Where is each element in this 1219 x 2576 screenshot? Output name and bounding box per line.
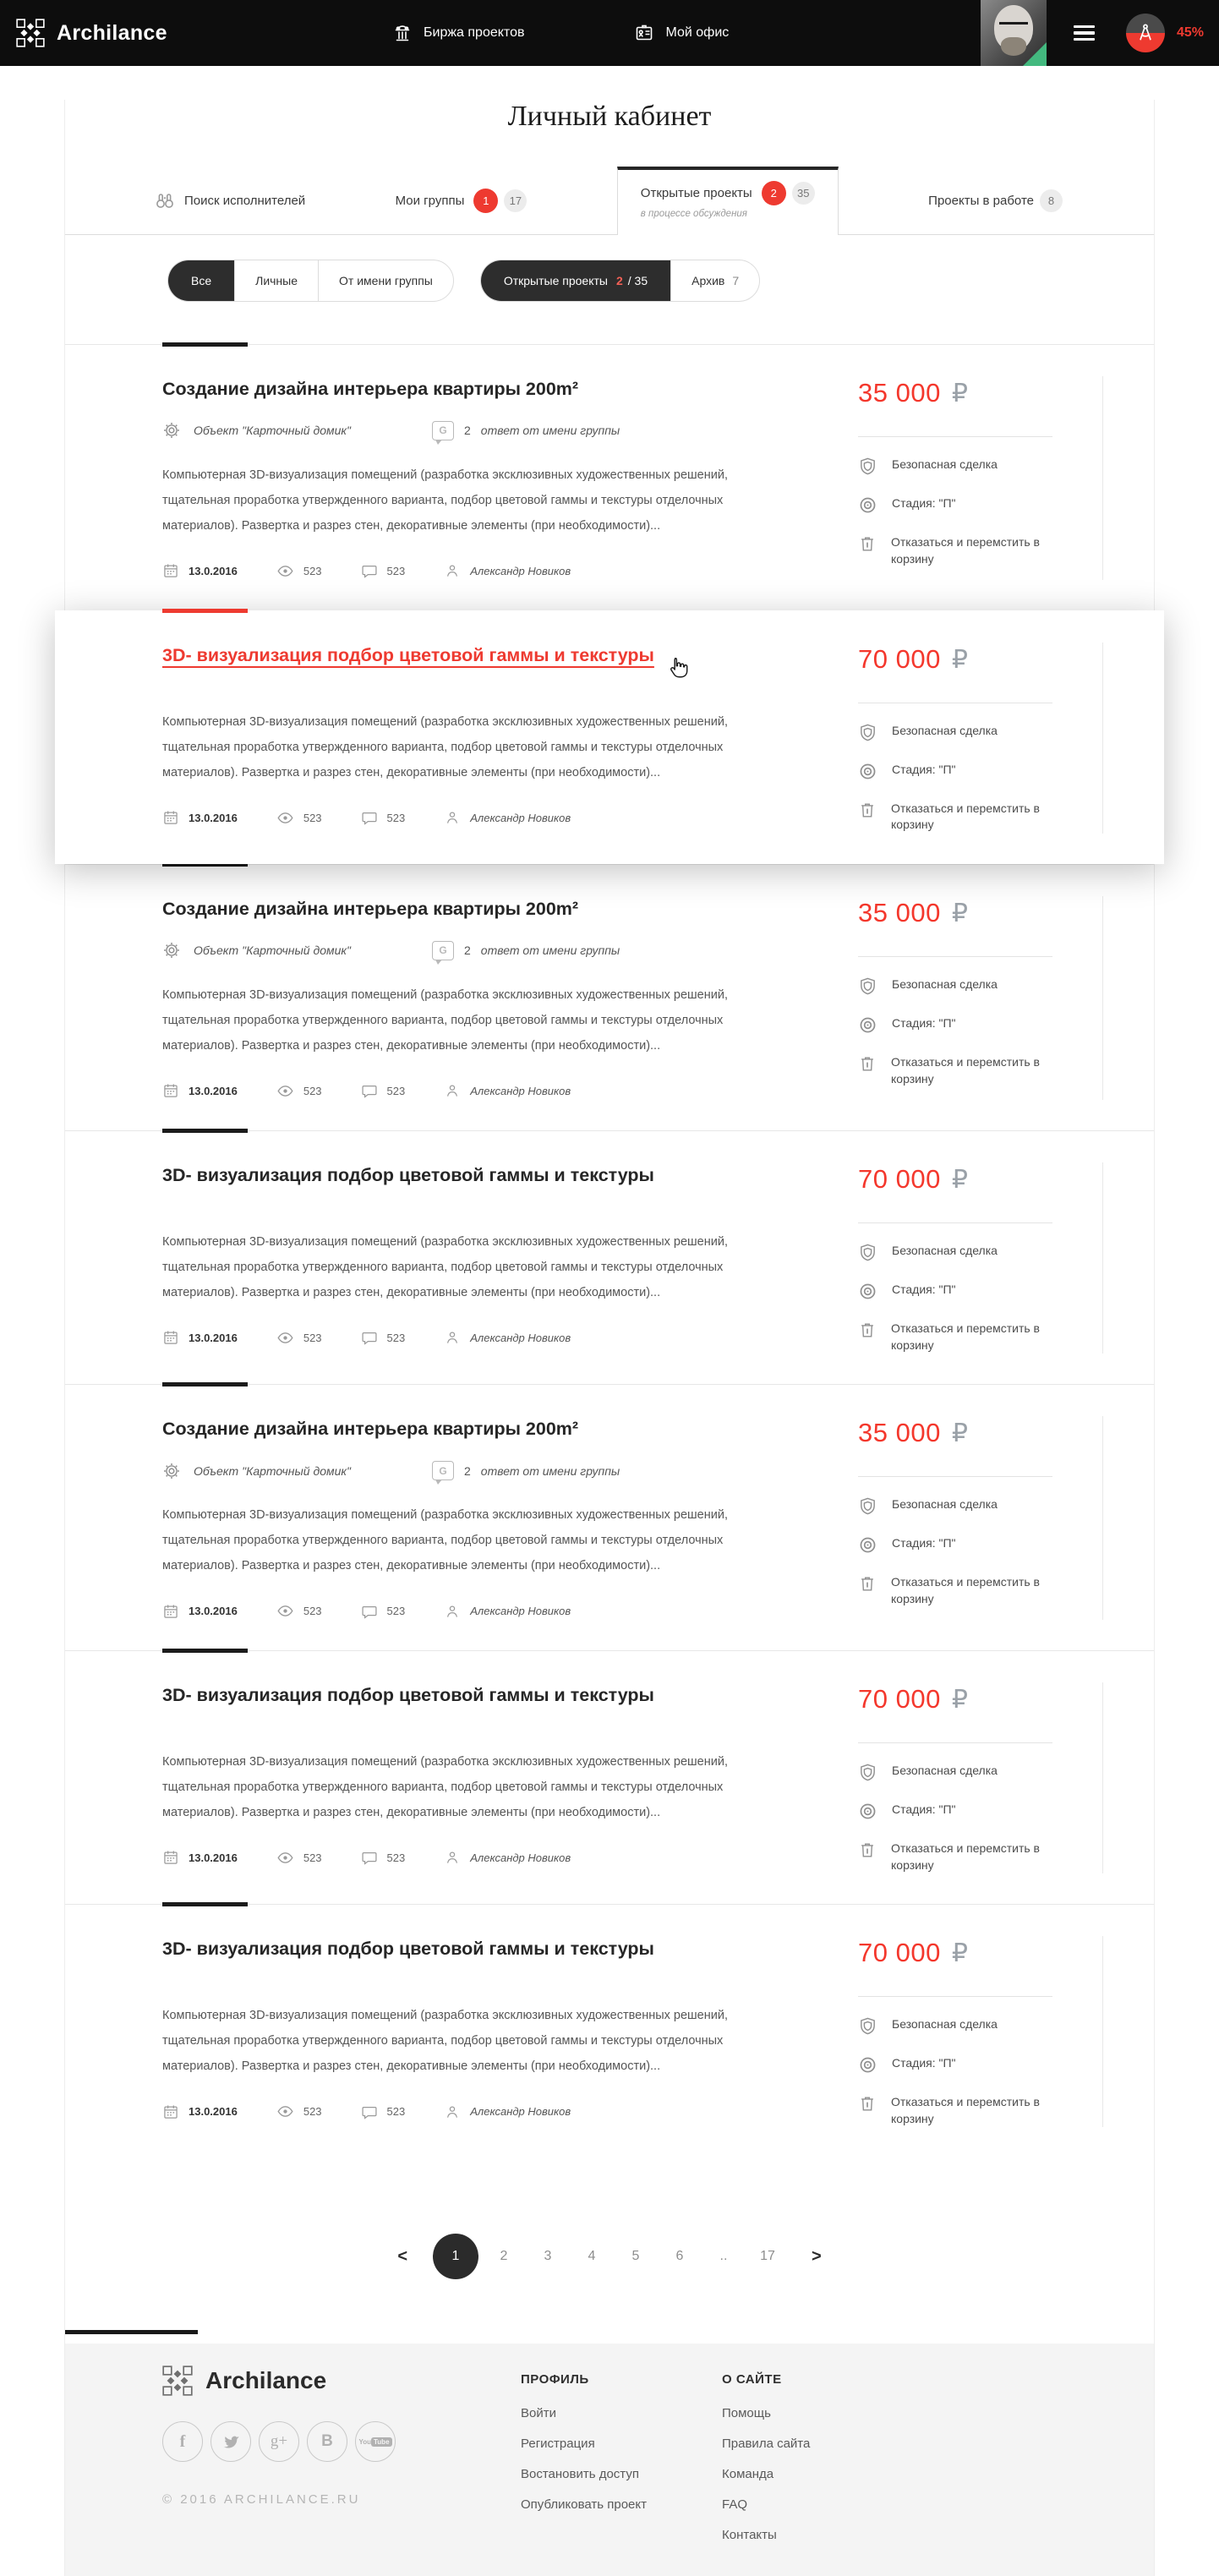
project-title-link[interactable]: 3D- визуализация подбор цветовой гаммы и текстуры xyxy=(162,1164,654,1185)
profile-progress-badge[interactable] xyxy=(1126,14,1165,52)
filter-scope-group xyxy=(167,260,454,302)
archilance-grid-icon xyxy=(16,19,45,47)
tab-label: Проекты в работе xyxy=(928,193,1034,208)
tab-label: Открытые проекты xyxy=(640,186,752,200)
stage-item: Стадия: "П" xyxy=(858,1015,1102,1035)
project-side-panel xyxy=(836,643,1103,834)
gear-icon xyxy=(162,941,181,960)
tab-badge-total: 8 xyxy=(1040,189,1063,212)
project-author[interactable]: Александр Новиков xyxy=(444,562,571,579)
project-title-link[interactable]: 3D- визуализация подбор цветовой гаммы и текстуры xyxy=(162,1685,654,1705)
filter-status-group xyxy=(480,260,760,302)
decline-and-trash-action[interactable]: Отказаться и перемстить в корзину xyxy=(858,1574,1102,1607)
shield-icon xyxy=(858,976,877,996)
project-side-panel xyxy=(836,376,1103,580)
project-card xyxy=(65,1650,1154,1904)
project-side-panel xyxy=(836,1162,1103,1354)
target-icon xyxy=(858,1282,877,1301)
twitter-icon[interactable] xyxy=(210,2421,251,2462)
project-footer-meta xyxy=(162,562,797,580)
comment-icon xyxy=(361,809,378,826)
project-price: 35 000 ₽ xyxy=(858,378,968,408)
tab-label: Поиск исполнителей xyxy=(184,193,306,208)
project-author[interactable]: Александр Новиков xyxy=(444,1082,571,1099)
person-icon xyxy=(444,562,461,579)
project-object-label: Объект "Карточный домик" xyxy=(194,943,351,958)
gear-icon xyxy=(162,1462,181,1480)
response-label: ответ от имени группы xyxy=(480,1463,620,1478)
filter-count-total: / 35 xyxy=(627,274,648,287)
calendar-icon xyxy=(162,1082,179,1099)
tab-badge-total: 17 xyxy=(504,189,527,212)
safe-deal-item: Безопасная сделка xyxy=(858,1496,1102,1516)
project-object-label: Объект "Карточный домик" xyxy=(194,1463,351,1478)
response-count: 2 xyxy=(463,943,471,958)
project-card xyxy=(65,344,1154,610)
safe-deal-item: Безопасная сделка xyxy=(858,1243,1102,1262)
stage-item: Стадия: "П" xyxy=(858,1535,1102,1555)
comment-icon xyxy=(361,2103,378,2120)
project-description: Компьютерная 3D-визуализация помещений (разработка эксклюзивных художественных решений, тщательная проработка утвержденного варианта, подбор цветовой гаммы и текстуры отделочных материалов). Развертка и разрез стен, декоративные элементы (при необходимости)... xyxy=(162,1754,728,1819)
project-comments: 523 xyxy=(361,1329,406,1346)
tab-subtitle: в процессе обсуждения xyxy=(640,209,747,219)
project-comments: 523 xyxy=(361,809,406,826)
brand-name: Archilance xyxy=(57,20,167,45)
pagination-page[interactable]: 4 xyxy=(588,2249,596,2264)
project-side-panel xyxy=(836,896,1103,1100)
project-views: 523 xyxy=(276,2103,322,2120)
project-side-panel xyxy=(836,1416,1103,1620)
project-price: 70 000 ₽ xyxy=(858,1938,968,1969)
response-count: 2 xyxy=(463,424,471,438)
filter-all[interactable]: Все xyxy=(168,260,234,301)
footer-link-login[interactable]: Войти xyxy=(521,2406,556,2421)
shield-icon xyxy=(858,1496,877,1516)
project-side-panel xyxy=(836,1682,1103,1873)
hamburger-menu-icon[interactable] xyxy=(1074,22,1095,45)
binoculars-icon xyxy=(155,190,175,211)
project-meta-row xyxy=(162,421,797,440)
project-comments: 523 xyxy=(361,1603,406,1620)
filter-personal[interactable]: Личные xyxy=(234,260,318,301)
pagination-page[interactable]: 6 xyxy=(675,2249,684,2264)
project-footer-meta xyxy=(162,2103,797,2120)
project-date: 13.0.2016 xyxy=(162,809,238,826)
youtube-icon[interactable]: You Tube xyxy=(355,2421,396,2462)
nav-label: Биржа проектов xyxy=(424,25,525,40)
project-card-main xyxy=(162,643,836,834)
office-card-icon xyxy=(634,23,654,43)
project-card-main xyxy=(162,1936,836,2127)
project-card-main xyxy=(162,896,836,1100)
trash-icon xyxy=(858,1321,877,1339)
footer-brand-block xyxy=(65,2365,521,2551)
filter-count-new: 2 xyxy=(615,274,623,287)
project-meta-row xyxy=(162,1461,797,1480)
target-icon xyxy=(858,762,877,781)
copyright: © 2016 ARCHILANCE.RU xyxy=(162,2492,361,2508)
pagination-page-last[interactable]: 17 xyxy=(760,2249,775,2264)
response-count: 2 xyxy=(463,1463,471,1478)
avatar[interactable] xyxy=(981,0,1047,66)
project-date: 13.0.2016 xyxy=(162,1082,238,1099)
tab-search-performers[interactable] xyxy=(155,190,305,211)
footer-link-faq[interactable]: FAQ xyxy=(722,2497,748,2513)
ruble-sign: ₽ xyxy=(951,379,968,408)
project-date: 13.0.2016 xyxy=(162,1603,238,1620)
ruble-sign: ₽ xyxy=(951,899,968,929)
eye-icon xyxy=(276,1849,294,1867)
project-card xyxy=(65,1904,1154,2188)
pagination-page[interactable]: 2 xyxy=(500,2249,508,2264)
tab-bar xyxy=(65,167,1154,235)
stage-item: Стадия: "П" xyxy=(858,762,1102,781)
trash-icon xyxy=(858,1054,877,1073)
person-icon xyxy=(444,1329,461,1346)
project-description: Компьютерная 3D-визуализация помещений (разработка эксклюзивных художественных решений, тщательная проработка утвержденного варианта, подбор цветовой гаммы и текстуры отделочных материалов). Развертка и разрез стен, декоративные элементы (при необходимости)... xyxy=(162,2009,728,2074)
footer-link-team[interactable]: Команда xyxy=(722,2467,774,2482)
target-icon xyxy=(858,495,877,515)
main-container xyxy=(64,100,1155,2576)
person-icon xyxy=(444,1082,461,1099)
ruble-sign: ₽ xyxy=(951,1685,968,1715)
decline-and-trash-action[interactable]: Отказаться и перемстить в корзину xyxy=(858,1054,1102,1087)
footer-column-about xyxy=(722,2365,1154,2551)
stage-item: Стадия: "П" xyxy=(858,2055,1102,2075)
project-author[interactable]: Александр Новиков xyxy=(444,1603,571,1620)
footer-brand-name: Archilance xyxy=(205,2367,327,2394)
top-navigation-bar xyxy=(0,0,1219,66)
project-title-link[interactable]: 3D- визуализация подбор цветовой гаммы и текстуры xyxy=(162,644,654,665)
project-card-main xyxy=(162,376,836,580)
project-author[interactable]: Александр Новиков xyxy=(444,2103,571,2120)
project-comments: 523 xyxy=(361,1082,406,1099)
project-author[interactable]: Александр Новиков xyxy=(444,1849,571,1866)
project-title-link[interactable]: Создание дизайна интерьера квартиры 200m² xyxy=(162,899,579,920)
stage-item: Стадия: "П" xyxy=(858,495,1102,515)
footer-link-rules[interactable]: Правила сайта xyxy=(722,2437,811,2452)
tab-open-projects[interactable] xyxy=(617,167,839,235)
group-response xyxy=(432,941,620,960)
project-card-main xyxy=(162,1162,836,1354)
brand-logo[interactable] xyxy=(0,19,167,47)
comment-icon xyxy=(361,562,378,579)
project-footer-meta xyxy=(162,1602,797,1620)
project-card xyxy=(65,1384,1154,1650)
profile-progress-value: 45% xyxy=(1176,25,1204,40)
project-price: 70 000 ₽ xyxy=(858,643,968,675)
facebook-icon[interactable]: f xyxy=(162,2421,203,2462)
trash-icon xyxy=(858,534,877,553)
side-divider xyxy=(858,1996,1052,1997)
safe-deal-item: Безопасная сделка xyxy=(858,457,1102,476)
ruble-sign: ₽ xyxy=(951,1939,968,1969)
project-author[interactable]: Александр Новиков xyxy=(444,809,571,826)
target-icon xyxy=(858,1015,877,1035)
project-footer-meta xyxy=(162,809,797,827)
side-divider xyxy=(858,436,1052,437)
project-description: Компьютерная 3D-визуализация помещений (разработка эксклюзивных художественных решений, тщательная проработка утвержденного варианта, подбор цветовой гаммы и текстуры отделочных материалов). Развертка и разрез стен, декоративные элементы (при необходимости)... xyxy=(162,1234,728,1299)
comment-icon xyxy=(361,1082,378,1099)
social-links xyxy=(162,2421,521,2462)
footer-column-title: О САЙТЕ xyxy=(722,2372,782,2387)
project-object-label: Объект "Карточный домик" xyxy=(194,424,351,438)
person-icon xyxy=(444,809,461,826)
trash-icon xyxy=(858,1574,877,1593)
pagination-next[interactable]: > xyxy=(812,2246,822,2266)
comment-icon xyxy=(361,1329,378,1346)
footer-link-register[interactable]: Регистрация xyxy=(521,2437,595,2452)
shield-icon xyxy=(858,1763,877,1782)
footer xyxy=(65,2344,1154,2576)
safe-deal-item: Безопасная сделка xyxy=(858,2016,1102,2036)
top-nav xyxy=(392,0,729,66)
target-icon xyxy=(858,1802,877,1821)
project-card xyxy=(55,610,1164,864)
avatar-photo-detail xyxy=(999,22,1028,33)
target-icon xyxy=(858,1535,877,1555)
decline-and-trash-action[interactable]: Отказаться и перемстить в корзину xyxy=(858,1840,1102,1873)
footer-link-restore-access[interactable]: Востановить доступ xyxy=(521,2467,639,2482)
project-date: 13.0.2016 xyxy=(162,2103,238,2120)
pagination-page[interactable]: 3 xyxy=(544,2249,552,2264)
project-footer-meta xyxy=(162,1849,797,1867)
nav-item-exchange[interactable] xyxy=(392,23,524,43)
project-views: 523 xyxy=(276,1082,322,1100)
footer-logo[interactable] xyxy=(162,2365,521,2396)
tab-badge-new: 1 xyxy=(473,189,498,213)
gear-icon xyxy=(162,421,181,440)
decline-and-trash-action[interactable]: Отказаться и перемстить в корзину xyxy=(858,1321,1102,1354)
nav-label: Мой офис xyxy=(665,25,730,40)
project-card xyxy=(65,1130,1154,1384)
shield-icon xyxy=(858,723,877,742)
header-right xyxy=(981,0,1219,66)
side-divider xyxy=(858,1476,1052,1477)
filter-archive[interactable]: Архив 7 xyxy=(670,260,759,301)
trash-icon xyxy=(858,1840,877,1859)
tab-badge-total: 35 xyxy=(792,182,815,205)
project-side-panel xyxy=(836,1936,1103,2127)
shield-icon xyxy=(858,1243,877,1262)
filter-bar xyxy=(65,235,1154,344)
pagination xyxy=(65,2188,1154,2330)
compass-icon xyxy=(1134,22,1156,44)
eye-icon xyxy=(276,1602,294,1620)
side-divider xyxy=(858,1222,1052,1223)
project-footer-meta xyxy=(162,1082,797,1100)
stage-item: Стадия: "П" xyxy=(858,1802,1102,1821)
pagination-ellipsis: .. xyxy=(719,2249,728,2264)
group-reply-bubble-icon: G xyxy=(432,421,454,440)
project-description: Компьютерная 3D-визуализация помещений (разработка эксклюзивных художественных решений, тщательная проработка утвержденного варианта, подбор цветовой гаммы и текстуры отделочных материалов). Развертка и разрез стен, декоративные элементы (при необходимости)... xyxy=(162,714,728,779)
filter-count: 7 xyxy=(732,274,740,287)
decline-and-trash-action[interactable]: Отказаться и перемстить в корзину xyxy=(858,2094,1102,2127)
project-comments: 523 xyxy=(361,2103,406,2120)
project-comments: 523 xyxy=(361,1849,406,1866)
person-icon xyxy=(444,2103,461,2120)
trash-icon xyxy=(858,801,877,819)
hand-cursor-icon xyxy=(666,656,689,681)
pagination-page-current[interactable]: 1 xyxy=(433,2234,478,2279)
column-icon xyxy=(392,23,413,43)
avatar-online-corner xyxy=(1023,42,1047,66)
eye-icon xyxy=(276,1082,294,1100)
side-divider xyxy=(858,1742,1052,1743)
footer-link-publish-project[interactable]: Опубликовать проект xyxy=(521,2497,647,2513)
footer-column-profile xyxy=(521,2365,722,2551)
project-footer-meta xyxy=(162,1329,797,1347)
tab-badge-new: 2 xyxy=(762,181,786,205)
footer-column-title: ПРОФИЛЬ xyxy=(521,2372,589,2387)
shield-icon xyxy=(858,457,877,476)
project-views: 523 xyxy=(276,1602,322,1620)
group-response xyxy=(432,421,620,440)
safe-deal-item: Безопасная сделка xyxy=(858,723,1102,742)
project-meta-row xyxy=(162,941,797,960)
ruble-sign: ₽ xyxy=(951,1419,968,1449)
project-date: 13.0.2016 xyxy=(162,1329,238,1346)
target-icon xyxy=(858,2055,877,2075)
project-list xyxy=(65,344,1154,2188)
project-views: 523 xyxy=(276,809,322,827)
stage-item: Стадия: "П" xyxy=(858,1282,1102,1301)
nav-item-office[interactable] xyxy=(634,23,729,43)
pagination-page[interactable]: 5 xyxy=(631,2249,640,2264)
tab-my-groups[interactable] xyxy=(396,189,528,213)
group-reply-bubble-icon: G xyxy=(432,1461,454,1480)
calendar-icon xyxy=(162,2103,179,2120)
archilance-grid-icon xyxy=(162,2365,193,2396)
decline-and-trash-action[interactable]: Отказаться и перемстить в корзину xyxy=(858,534,1102,567)
project-title-link[interactable]: Создание дизайна интерьера квартиры 200m² xyxy=(162,1419,579,1440)
project-price: 70 000 ₽ xyxy=(858,1163,968,1195)
project-price: 70 000 ₽ xyxy=(858,1684,968,1715)
safe-deal-item: Безопасная сделка xyxy=(858,1763,1102,1782)
filter-on-behalf-of-group[interactable]: От имени группы xyxy=(318,260,453,301)
ruble-sign: ₽ xyxy=(951,644,968,675)
project-views: 523 xyxy=(276,562,322,580)
filter-open-projects[interactable]: Открытые проекты 2 / 35 xyxy=(481,260,670,301)
eye-icon xyxy=(276,1329,294,1347)
project-author[interactable]: Александр Новиков xyxy=(444,1329,571,1346)
eye-icon xyxy=(276,562,294,580)
calendar-icon xyxy=(162,809,179,826)
response-label: ответ от имени группы xyxy=(480,424,620,438)
tab-label: Мои группы xyxy=(395,193,465,208)
group-response xyxy=(432,1461,620,1480)
eye-icon xyxy=(276,809,294,827)
project-views: 523 xyxy=(276,1329,322,1347)
tab-projects-in-work[interactable] xyxy=(928,189,1063,212)
side-divider xyxy=(858,956,1052,957)
project-comments: 523 xyxy=(361,562,406,579)
project-date: 13.0.2016 xyxy=(162,562,238,579)
calendar-icon xyxy=(162,1603,179,1620)
person-icon xyxy=(444,1849,461,1866)
footer-link-contacts[interactable]: Контакты xyxy=(722,2528,777,2543)
group-reply-bubble-icon: G xyxy=(432,941,454,960)
comment-icon xyxy=(361,1849,378,1866)
project-card-main xyxy=(162,1416,836,1620)
project-views: 523 xyxy=(276,1849,322,1867)
calendar-icon xyxy=(162,562,179,579)
page-title: Личный кабинет xyxy=(507,101,712,132)
calendar-icon xyxy=(162,1849,179,1866)
response-label: ответ от имени группы xyxy=(480,943,620,958)
google-plus-icon[interactable]: g+ xyxy=(259,2421,299,2462)
decline-and-trash-action[interactable]: Отказаться и перемстить в корзину xyxy=(858,801,1102,834)
project-description: Компьютерная 3D-визуализация помещений (разработка эксклюзивных художественных решений, тщательная проработка утвержденного варианта, подбор цветовой гаммы и текстуры отделочных материалов). Развертка и разрез стен, декоративные элементы (при необходимости)... xyxy=(162,1508,728,1572)
project-price: 35 000 ₽ xyxy=(858,898,968,929)
project-title-link[interactable]: Создание дизайна интерьера квартиры 200m² xyxy=(162,379,579,399)
comment-icon xyxy=(361,1603,378,1620)
project-price: 35 000 ₽ xyxy=(858,1418,968,1449)
calendar-icon xyxy=(162,1329,179,1346)
project-description: Компьютерная 3D-визуализация помещений (разработка эксклюзивных художественных решений, тщательная проработка утвержденного варианта, подбор цветовой гаммы и текстуры отделочных материалов). Развертка и разрез стен, декоративные элементы (при необходимости)... xyxy=(162,987,728,1053)
project-card-main xyxy=(162,1682,836,1873)
eye-icon xyxy=(276,2103,294,2120)
project-title-link[interactable]: 3D- визуализация подбор цветовой гаммы и текстуры xyxy=(162,1939,654,1960)
ruble-sign: ₽ xyxy=(951,1164,968,1195)
shield-icon xyxy=(858,2016,877,2036)
content-bottom-accent xyxy=(65,2330,198,2334)
behance-icon[interactable]: B xyxy=(307,2421,347,2462)
project-description: Компьютерная 3D-визуализация помещений (разработка эксклюзивных художественных решений, тщательная проработка утвержденного варианта, подбор цветовой гаммы и текстуры отделочных материалов). Развертка и разрез стен, декоративные элементы (при необходимости)... xyxy=(162,468,728,533)
safe-deal-item: Безопасная сделка xyxy=(858,976,1102,996)
footer-link-help[interactable]: Помощь xyxy=(722,2406,771,2421)
pagination-prev[interactable]: < xyxy=(397,2246,407,2266)
trash-icon xyxy=(858,2094,877,2113)
project-card xyxy=(65,864,1154,1130)
person-icon xyxy=(444,1603,461,1620)
project-date: 13.0.2016 xyxy=(162,1849,238,1866)
